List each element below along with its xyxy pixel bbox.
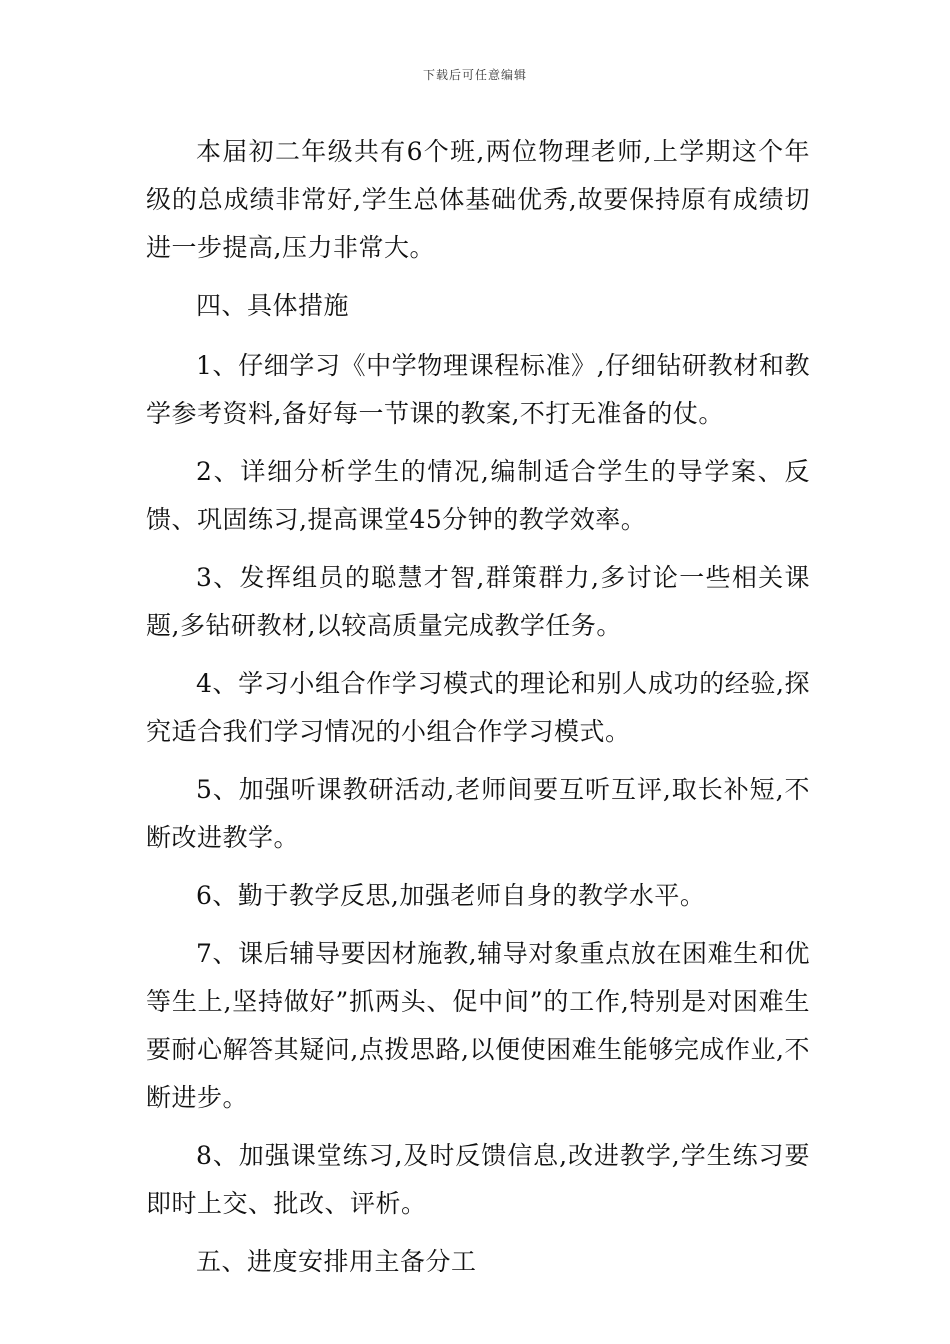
document-body <box>146 128 810 1298</box>
measure-item-1: 1、仔细学习《中学物理课程标准》,仔细钻研教材和教学参考资料,备好每一节课的教案,不打无准备的仗。 <box>146 351 810 428</box>
measure-item-5: 5、加强听课教研活动,老师间要互听互评,取长补短,不断改进教学。 <box>146 775 810 852</box>
section-heading-schedule: 五、进度安排用主备分工 <box>196 1247 477 1276</box>
measure-item-3: 3、发挥组员的聪慧才智,群策群力,多讨论一些相关课题,多钻研教材,以较高质量完成教学任务。 <box>146 563 810 640</box>
measure-item-6: 6、勤于教学反思,加强老师自身的教学水平。 <box>196 881 706 910</box>
measure-item-7: 7、课后辅导要因材施教,辅导对象重点放在困难生和优等生上,坚持做好”抓两头、促中间”的工作,特别是对困难生要耐心解答其疑问,点拨思路,以便使困难生能够完成作业,不断进步。 <box>146 939 810 1112</box>
measure-item-4: 4、学习小组合作学习模式的理论和别人成功的经验,探究适合我们学习情况的小组合作学习模式。 <box>146 669 810 746</box>
section-heading-measures: 四、具体措施 <box>196 291 350 320</box>
measure-item-2: 2、详细分析学生的情况,编制适合学生的导学案、反馈、巩固练习,提高课堂45分钟的教学效率。 <box>146 457 810 534</box>
paragraph-overview: 本届初二年级共有6个班,两位物理老师,上学期这个年级的总成绩非常好,学生总体基础优秀,故要保持原有成绩切进一步提高,压力非常大。 <box>146 137 810 262</box>
download-note: 下载后可任意编辑 <box>422 68 527 82</box>
measure-item-8: 8、加强课堂练习,及时反馈信息,改进教学,学生练习要即时上交、批改、评析。 <box>146 1141 810 1218</box>
